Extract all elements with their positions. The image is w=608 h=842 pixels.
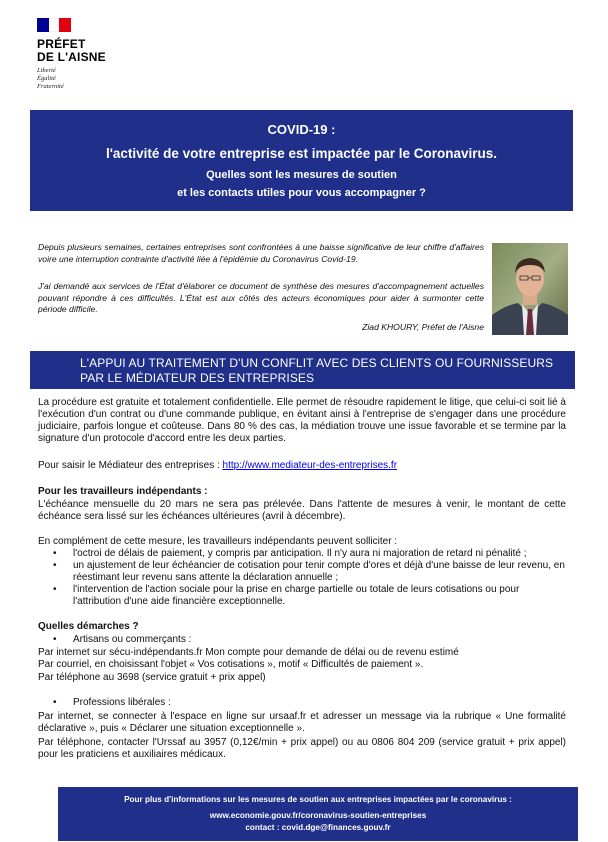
intro-paragraph-2: J'ai demandé aux services de l'État d'élaborer ce document de synthèse des mesures d'accompagnement actuelles pouvant répondre à ces difficultés. L'État est aux côtés des acteurs économiques pour aider à surmonter cette période difficile. xyxy=(38,281,484,314)
logo-prefet: PRÉFET xyxy=(37,37,86,51)
complement-paragraph: En complément de cette mesure, les travailleurs indépendants peuvent solliciter : xyxy=(38,536,398,547)
artisans-line-2: Par courriel, en choisissant l'objet « Vos cotisations », motif « Difficultés de paiement ». xyxy=(38,659,424,670)
logo-aisne: DE L'AISNE xyxy=(37,50,106,64)
independants-heading: Pour les travailleurs indépendants : xyxy=(38,486,208,497)
artisans-heading: Artisans ou commerçants : xyxy=(73,634,192,645)
liberales-heading: Professions libérales : xyxy=(73,697,171,708)
intro-paragraph-1: Depuis plusieurs semaines, certaines entreprises sont confrontées à une baisse significative de leur chiffre d'affaires voire une interruption contrainte d'activité liée à l'épidémie du Coronavirus Covid-19. xyxy=(38,242,484,264)
header-question-2: et les contacts utiles pour vous accompagner ? xyxy=(177,187,426,199)
bullet-item-2: un ajustement de leur échéancier de cotisation pour tenir compte d'ores et déjà d'une baisse de leur revenu, en réestimant leur revenu sans attente la déclaration annuelle ; xyxy=(73,560,565,583)
header-banner xyxy=(30,110,573,211)
motto-liberte: Liberté xyxy=(37,67,56,74)
section-title-banner xyxy=(30,351,575,389)
mediation-paragraph: La procédure est gratuite et totalement confidentielle. Elle permet de résoudre rapidement le litige, que celui-ci soit lié à l'exécution d'un contrat ou d'une commande publique, en évitant ainsi à l'entreprise de s'engager dans une procédure judiciaire, parfois longue et coûteuse. Dans 80 % des cas, la médiation trouve une issue favorable et se termine par la signature d'un protocole d'accord entre les deux parties. xyxy=(38,397,566,444)
motto-egalite: Égalité xyxy=(37,75,56,82)
section-title-line-2: PAR LE MÉDIATEUR DES ENTREPRISES xyxy=(80,371,315,385)
mediator-label: Pour saisir le Médiateur des entreprises : xyxy=(38,460,223,471)
footer-banner xyxy=(58,787,578,841)
demarches-heading: Quelles démarches ? xyxy=(38,621,139,632)
artisans-line-1: Par internet sur sécu-indépendants.fr Mon compte pour demande de délai ou de revenu estimé xyxy=(38,647,459,658)
header-question-1: Quelles sont les mesures de soutien xyxy=(206,169,397,181)
header-subtitle: l'activité de votre entreprise est impactée par le Coronavirus. xyxy=(105,146,498,161)
bullet-marker: • xyxy=(53,560,57,571)
section-title-line-1: L'APPUI AU TRAITEMENT D'UN CONFLIT AVEC DES CLIENTS OU FOURNISSEURS xyxy=(80,356,554,370)
footer-website[interactable]: www.economie.gouv.fr/coronavirus-soutien-entreprises xyxy=(209,811,427,820)
footer-contact-email[interactable]: contact : covid.dge@finances.gouv.fr xyxy=(245,823,391,832)
artisans-line-3: Par téléphone au 3698 (service gratuit + prix appel) xyxy=(38,672,266,683)
bullet-marker: • xyxy=(53,548,57,559)
footer-info-line: Pour plus d'informations sur les mesures de soutien aux entreprises impactées par le coronavirus : xyxy=(124,795,512,804)
mediator-contact-line xyxy=(38,460,566,472)
bullet-marker: • xyxy=(53,697,57,708)
header-title: COVID-19 : xyxy=(267,122,336,137)
prefect-portrait-photo xyxy=(492,243,568,335)
signature: Ziad KHOURY, Préfet de l'Aisne xyxy=(362,322,484,332)
liberales-paragraph-2: Par téléphone, contacter l'Urssaf au 3957 (0,12€/min + prix appel) ou au 0806 804 209 (service gratuit + prix appel) pour les praticiens et auxiliaires médicaux. xyxy=(38,737,566,760)
republique-flag-logo xyxy=(37,18,71,32)
bullet-marker: • xyxy=(53,634,57,645)
motto-fraternite: Fraternité xyxy=(37,83,64,90)
independants-paragraph: L'échéance mensuelle du 20 mars ne sera pas prélevée. Dans l'attente de mesures à venir, le montant de cette échéance sera lissé sur les échéances ultérieures (avril à décembre). xyxy=(38,499,566,522)
bullet-item-3: l'intervention de l'action sociale pour la prise en charge partielle ou totale de leurs cotisations ou pour l'attribution d'une aide financière exceptionnelle. xyxy=(73,584,520,607)
liberales-paragraph-1: Par internet, se connecter à l'espace en ligne sur ursaaf.fr et adresser un message via la rubrique « Une formalité déclarative », puis « Déclarer une situation exceptionnelle ». xyxy=(38,711,566,734)
mediator-link[interactable]: http://www.mediateur-des-entreprises.fr xyxy=(222,460,398,471)
bullet-item-1: l'octroi de délais de paiement, y compris par anticipation. Il n'y aura ni majoration de retard ni pénalité ; xyxy=(73,548,527,559)
bullet-marker: • xyxy=(53,584,57,595)
